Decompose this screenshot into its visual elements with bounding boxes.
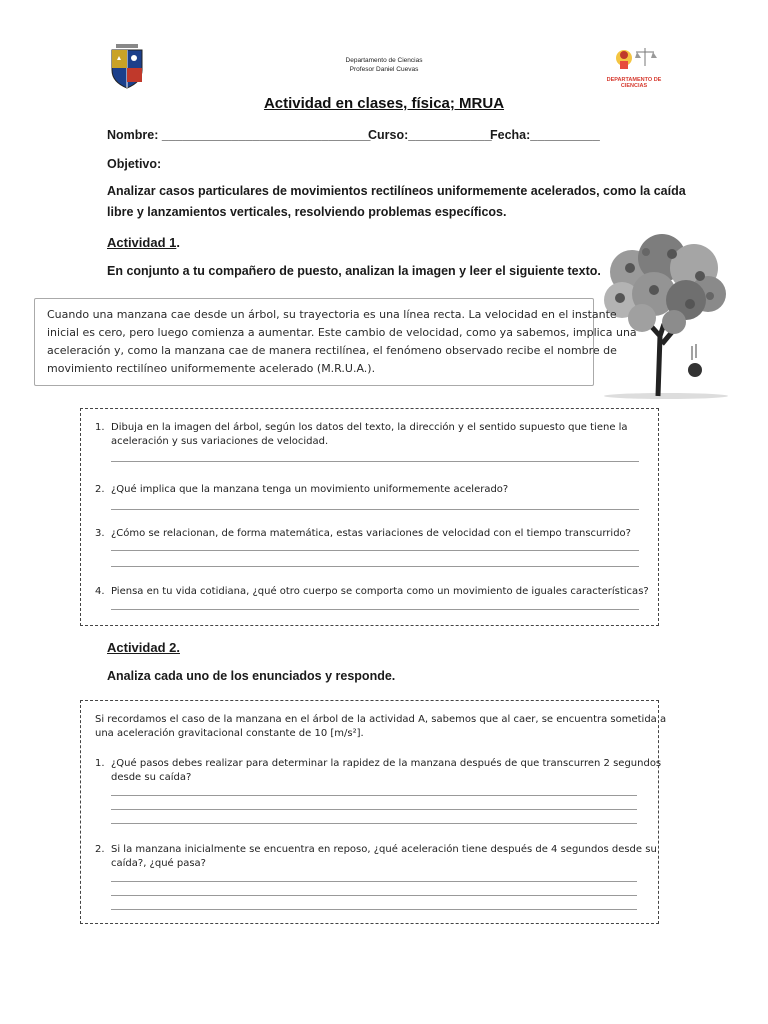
question-2-text: ¿Qué implica que la manzana tenga un movimiento uniformemente acelerado?	[111, 484, 509, 495]
actividad-1-instruction: En conjunto a tu compañero de puesto, analizan la imagen y leer el siguiente texto.	[107, 264, 601, 278]
actividad-2-intro-line-2: una aceleración gravitacional constante de 10 [m/s²].	[95, 728, 364, 739]
question-4-number: 4.	[95, 586, 105, 597]
answer-line[interactable]	[111, 461, 639, 462]
actividad-1-questions-box	[80, 408, 659, 626]
actividad-1-heading-dot: .	[176, 235, 180, 250]
question-1-number: 1.	[95, 422, 105, 433]
a2-question-2-text-line-2: caída?, ¿qué pasa?	[111, 858, 206, 869]
objetivo-label: Objetivo:	[107, 157, 162, 171]
actividad-1-heading	[107, 235, 180, 250]
actividad-2-instruction: Analiza cada uno de los enunciados y responde.	[107, 669, 396, 683]
answer-line[interactable]	[111, 809, 637, 810]
page-title: Actividad en clases, física; MRUA	[263, 95, 505, 112]
question-3-number: 3.	[95, 528, 105, 539]
question-1-text-line-2: aceleración y sus variaciones de velocidad.	[111, 436, 329, 447]
reading-line-1: Cuando una manzana cae desde un árbol, su trayectoria es una línea recta. La velocidad en el instante	[47, 308, 617, 321]
a2-question-2-number: 2.	[95, 844, 105, 855]
reading-line-2: inicial es cero, pero luego comienza a aumentar. Este cambio de velocidad, como ya sabemos, implica una	[47, 326, 637, 339]
curso-field[interactable]: Curso:____________	[368, 128, 492, 142]
reading-line-3: aceleración y, como la manzana cae de manera rectilínea, el fenómeno observado recibe el nombre de	[47, 344, 617, 357]
answer-line[interactable]	[111, 795, 637, 796]
answer-line[interactable]	[111, 823, 637, 824]
question-2-number: 2.	[95, 484, 105, 495]
actividad-2-heading: Actividad 2.	[107, 640, 180, 655]
apple-tree-illustration	[602, 232, 730, 400]
answer-line[interactable]	[111, 895, 637, 896]
school-crest-logo	[108, 44, 146, 90]
reading-line-4: movimiento rectilíneo uniformemente acelerado (M.R.U.A.).	[47, 362, 376, 375]
a2-question-1-text-line-2: desde su caída?	[111, 772, 192, 783]
nombre-field[interactable]: Nombre: ______________________________	[107, 128, 371, 142]
question-3-text: ¿Cómo se relacionan, de forma matemática, estas variaciones de velocidad con el tiempo transcurrido?	[111, 528, 631, 539]
objetivo-text-line-1: Analizar casos particulares de movimientos rectilíneos uniformemente acelerados, como la caída	[107, 184, 686, 198]
answer-line[interactable]	[111, 566, 639, 567]
a2-question-2-text-line-1: Si la manzana inicialmente se encuentra en reposo, ¿qué aceleración tiene después de 4 segundos desde su	[111, 844, 657, 855]
teacher-label: Profesor Daniel Cuevas	[349, 66, 419, 73]
actividad-2-questions-box	[80, 700, 667, 924]
actividad-2-intro-line-1: Si recordamos el caso de la manzana en el árbol de la actividad A, sabemos que al caer, se encuentra sometida a	[95, 714, 667, 725]
fecha-field[interactable]: Fecha:__________	[490, 128, 600, 142]
objetivo-text-line-2: libre y lanzamientos verticales, resolviendo problemas específicos.	[107, 205, 507, 219]
question-1-text-line-1: Dibuja en la imagen del árbol, según los datos del texto, la dirección y el sentido supuesto que tiene la	[111, 422, 628, 433]
question-4-text: Piensa en tu vida cotidiana, ¿qué otro cuerpo se comporta como un movimiento de iguales características?	[111, 586, 649, 597]
answer-line[interactable]	[111, 550, 639, 551]
answer-line[interactable]	[111, 881, 637, 882]
science-department-logo	[606, 46, 662, 89]
reading-text-box	[34, 298, 637, 386]
department-label: Departamento de Ciencias	[345, 57, 423, 64]
answer-line[interactable]	[111, 609, 639, 610]
science-logo-text: DEPARTAMENTO DE CIENCIAS	[606, 77, 662, 89]
actividad-1-heading-text: Actividad 1	[107, 235, 177, 250]
a2-question-1-text-line-1: ¿Qué pasos debes realizar para determinar la rapidez de la manzana después de que transcurren 2 segundos	[111, 758, 662, 769]
answer-line[interactable]	[111, 909, 637, 910]
answer-line[interactable]	[111, 509, 639, 510]
a2-question-1-number: 1.	[95, 758, 105, 769]
